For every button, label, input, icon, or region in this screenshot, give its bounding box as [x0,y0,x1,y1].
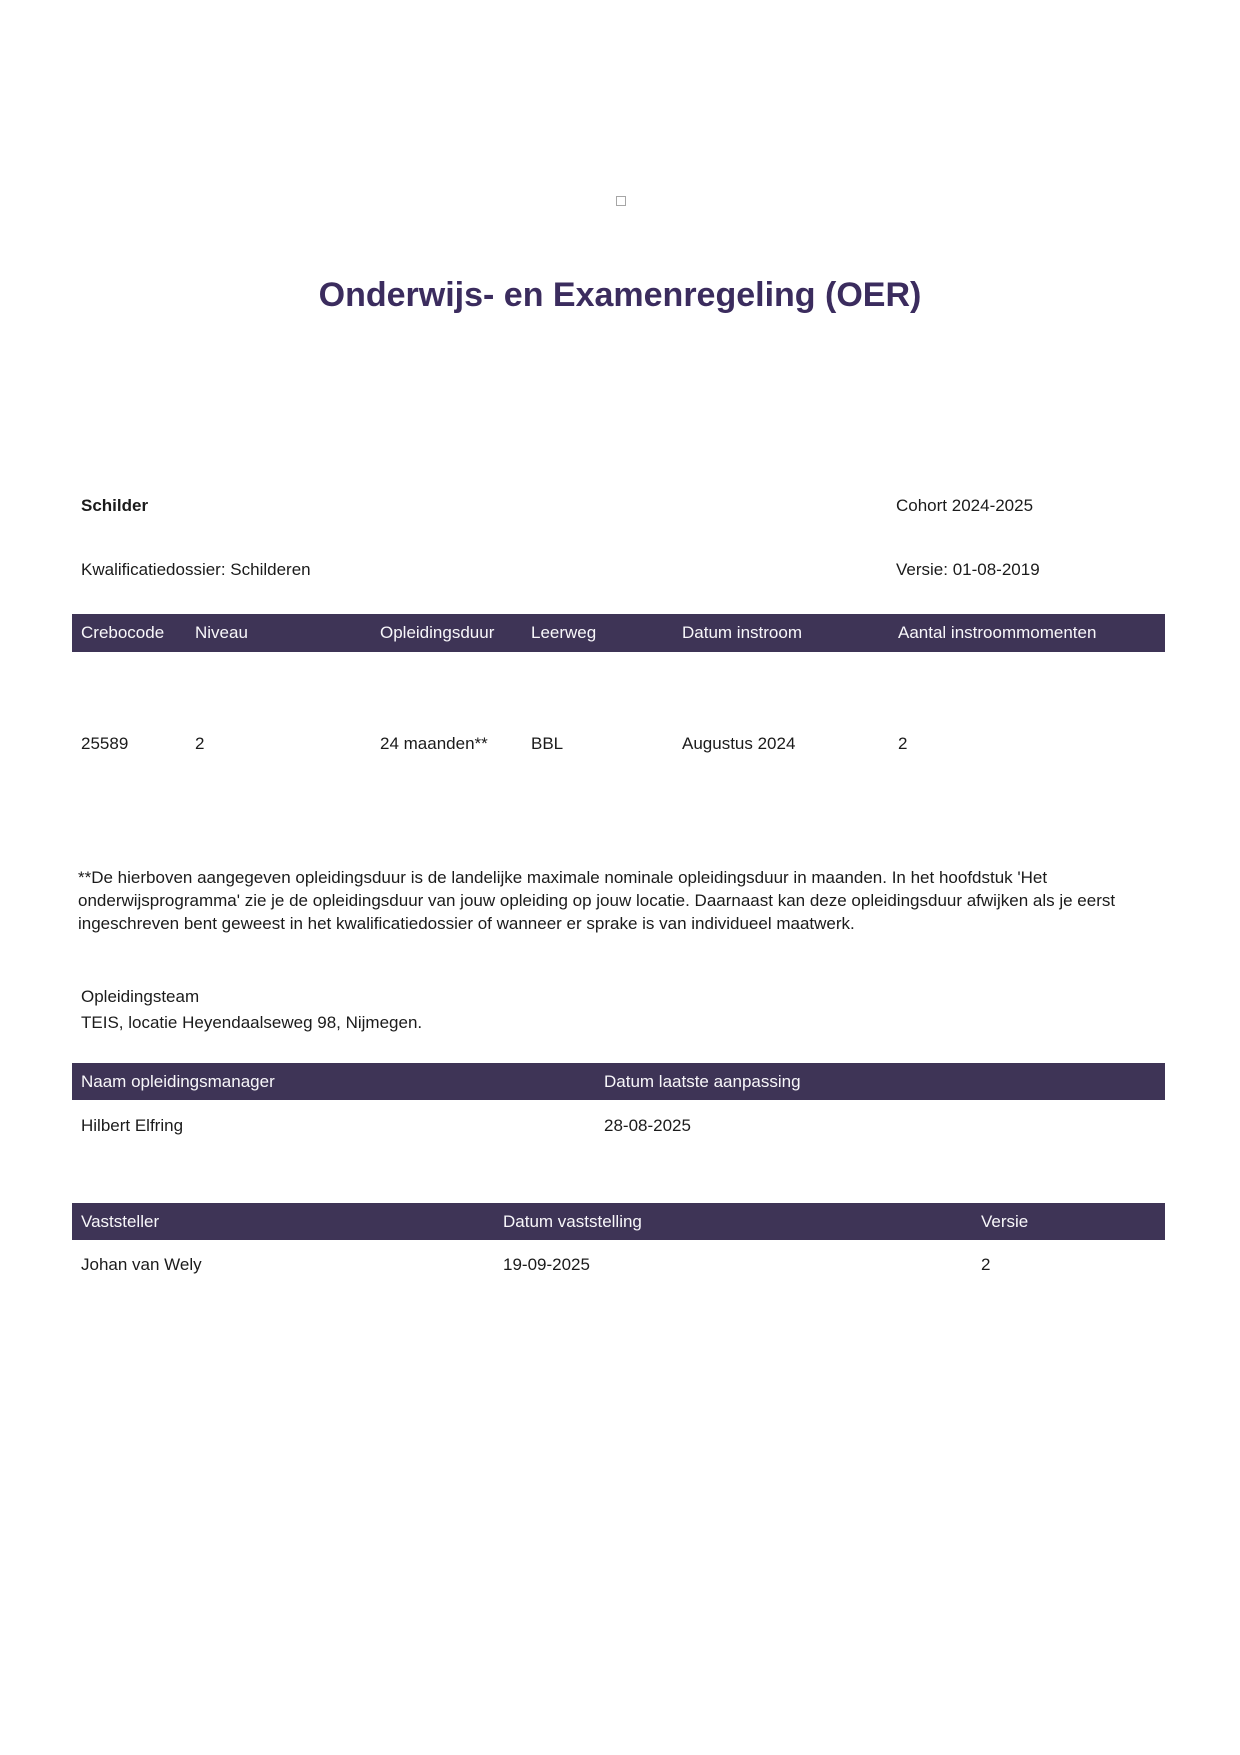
missing-image-icon [616,196,626,206]
qualification-dossier-label: Kwalificatiedossier: Schilderen [81,560,311,579]
header-cell-datum-instroom: Datum instroom [682,623,802,642]
header-cell-opleidingsduur: Opleidingsduur [380,623,495,642]
cell-datum-laatste-aanpassing: 28-08-2025 [604,1116,691,1135]
program-table-row [72,733,1165,755]
cell-datum-vaststelling: 19-09-2025 [503,1255,590,1274]
header-cell-leerweg: Leerweg [531,623,597,642]
cell-leerweg: BBL [531,734,564,753]
page-title: Onderwijs- en Examenregeling (OER) [318,275,922,314]
cell-opleidingsduur: 24 maanden** [380,734,488,753]
cell-aantal-instroommomenten: 2 [898,734,908,753]
header-cell-niveau: Niveau [195,623,248,642]
program-name: Schilder [81,496,149,515]
header-cell-crebocode: Crebocode [81,623,165,642]
header-cell-naam-opleidingsmanager: Naam opleidingsmanager [81,1071,275,1091]
approval-table-header-row [72,1203,1165,1240]
team-block [81,984,422,1036]
team-location: TEIS, locatie Heyendaalseweg 98, Nijmegen. [81,1013,423,1032]
cell-versie: 2 [981,1255,991,1274]
team-label: Opleidingsteam [81,987,200,1006]
cell-niveau: 2 [195,734,205,753]
cell-opleidingsmanager-naam: Hilbert Elfring [81,1116,184,1135]
header-cell-datum-vaststelling: Datum vaststelling [503,1211,642,1231]
manager-table-header-row [72,1063,1165,1100]
approval-table-row [72,1254,1165,1276]
duration-footnote: **De hierboven aangegeven opleidingsduur is de landelijke maximale nominale opleidingsduur in maanden. In het hoofdstuk 'Het onderwijsprogramma' zie je de opleidingsduur van jouw opleiding op jouw locatie. Daarnaast kan deze opleidingsduur afwijken als je eerst ingeschreven bent geweest in het kwalificatiedossier of wanneer er sprake is van individueel maatwerk. [78,868,1116,933]
header-cell-versie: Versie [981,1211,1029,1231]
header-cell-aantal-instroommomenten: Aantal instroommomenten [898,623,1097,642]
cell-datum-instroom: Augustus 2024 [682,734,796,753]
cohort-label: Cohort 2024-2025 [896,496,1034,515]
cell-crebocode: 25589 [81,734,129,753]
header-cell-datum-laatste-aanpassing: Datum laatste aanpassing [604,1071,801,1091]
manager-table-row [72,1115,1165,1137]
header-cell-vaststeller: Vaststeller [81,1211,160,1231]
dossier-version-label: Versie: 01-08-2019 [896,560,1040,579]
program-table-header-row [72,614,1165,652]
cell-vaststeller-naam: Johan van Wely [81,1255,202,1274]
